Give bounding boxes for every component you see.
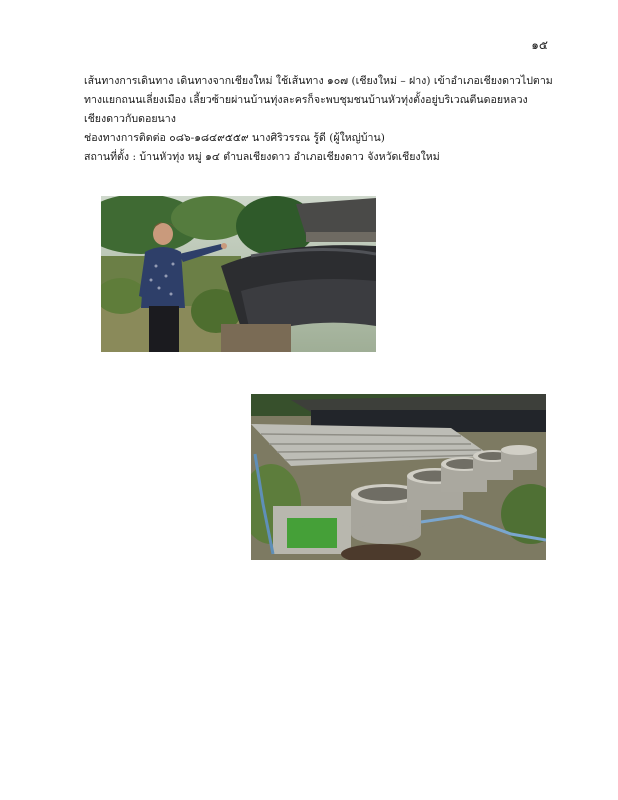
contact-line: ช่องทางการติดต่อ ๐๘๖-๑๘๔๙๕๕๙ นางศิริวรรณ รู้ดี (ผู้ใหญ่บ้าน) — [84, 132, 385, 144]
body-text — [84, 72, 554, 167]
page-number: ๑๕ — [531, 38, 548, 52]
location-line: สถานที่ตั้ง : บ้านหัวทุ่ง หมู่ ๑๔ ตำบลเชียงดาว อำเภอเชียงดาว จังหวัดเชียงใหม่ — [84, 151, 440, 163]
route-line-1: เส้นทางการเดินทาง เดินทางจากเชียงใหม่ ใช้เส้นทาง ๑๐๗ (เชียงใหม่ – ฝาง) เข้าอำเภอเชียงดาวไปตาม — [84, 75, 553, 87]
route-line-3: เชียงดาวกับดอยนาง — [84, 113, 176, 125]
photo-concrete-ponds — [251, 394, 546, 560]
route-line-2: ทางแยกถนนเลี่ยงเมือง เลี้ยวซ้ายผ่านบ้านทุ่งละครก็จะพบชุมชนบ้านหัวทุ่งตั้งอยู่บริเวณตีนดอยหลวง — [84, 94, 528, 106]
photo-woman-with-covered-tanks — [101, 196, 376, 352]
